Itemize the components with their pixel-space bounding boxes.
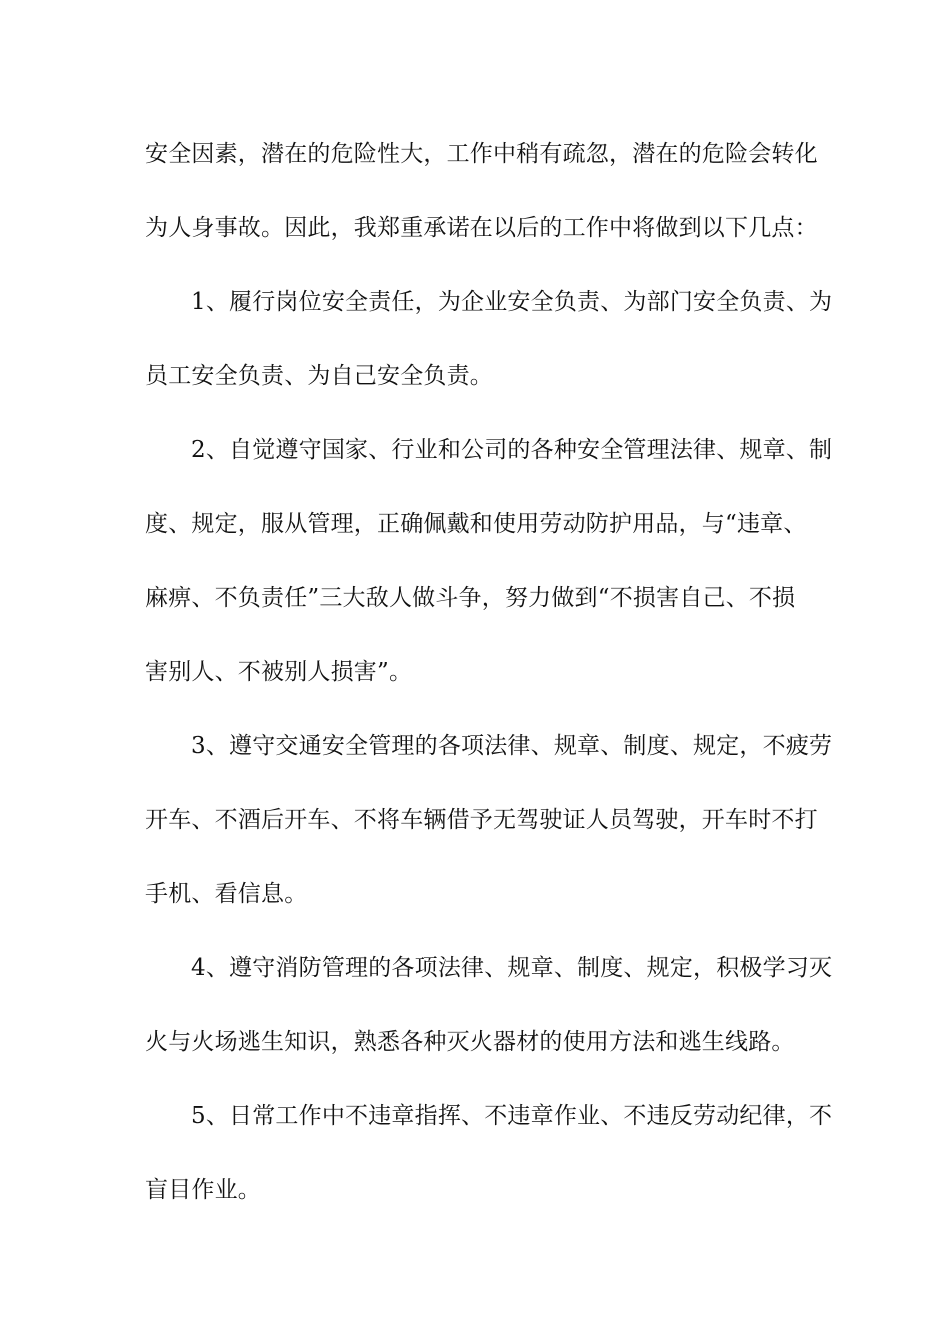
- text-line: 度、规定，服从管理，正确佩戴和使用劳动防护用品，与“违章、: [145, 511, 807, 537]
- paragraph-first-line: 1、履行岗位安全责任，为企业安全负责、为部门安全负责、为: [191, 289, 833, 315]
- text-line: 害别人、不被别人损害”。: [145, 659, 413, 685]
- paragraph-first-line: 3、遵守交通安全管理的各项法律、规章、制度、规定，不疲劳: [191, 733, 833, 759]
- text-line: 开车、不酒后开车、不将车辆借予无驾驶证人员驾驶，开车时不打: [145, 807, 818, 833]
- paragraph-first-line: 5、日常工作中不违章指挥、不违章作业、不违反劳动纪律，不: [191, 1103, 833, 1129]
- text-line: 安全因素，潜在的危险性大，工作中稍有疏忽，潜在的危险会转化: [145, 141, 818, 167]
- text-line: 盲目作业。: [145, 1177, 261, 1203]
- text-line: 麻痹、不负责任”三大敌人做斗争，努力做到“不损害自己、不损: [145, 585, 796, 611]
- paragraph-first-line: 2、自觉遵守国家、行业和公司的各种安全管理法律、规章、制: [191, 437, 833, 463]
- text-line: 为人身事故。因此，我郑重承诺在以后的工作中将做到以下几点：: [145, 215, 818, 241]
- text-line: 火与火场逃生知识，熟悉各种灭火器材的使用方法和逃生线路。: [145, 1029, 795, 1055]
- text-line: 手机、看信息。: [145, 881, 308, 907]
- paragraph-first-line: 4、遵守消防管理的各项法律、规章、制度、规定，积极学习灭: [191, 955, 833, 981]
- text-line: 员工安全负责、为自己安全负责。: [145, 363, 493, 389]
